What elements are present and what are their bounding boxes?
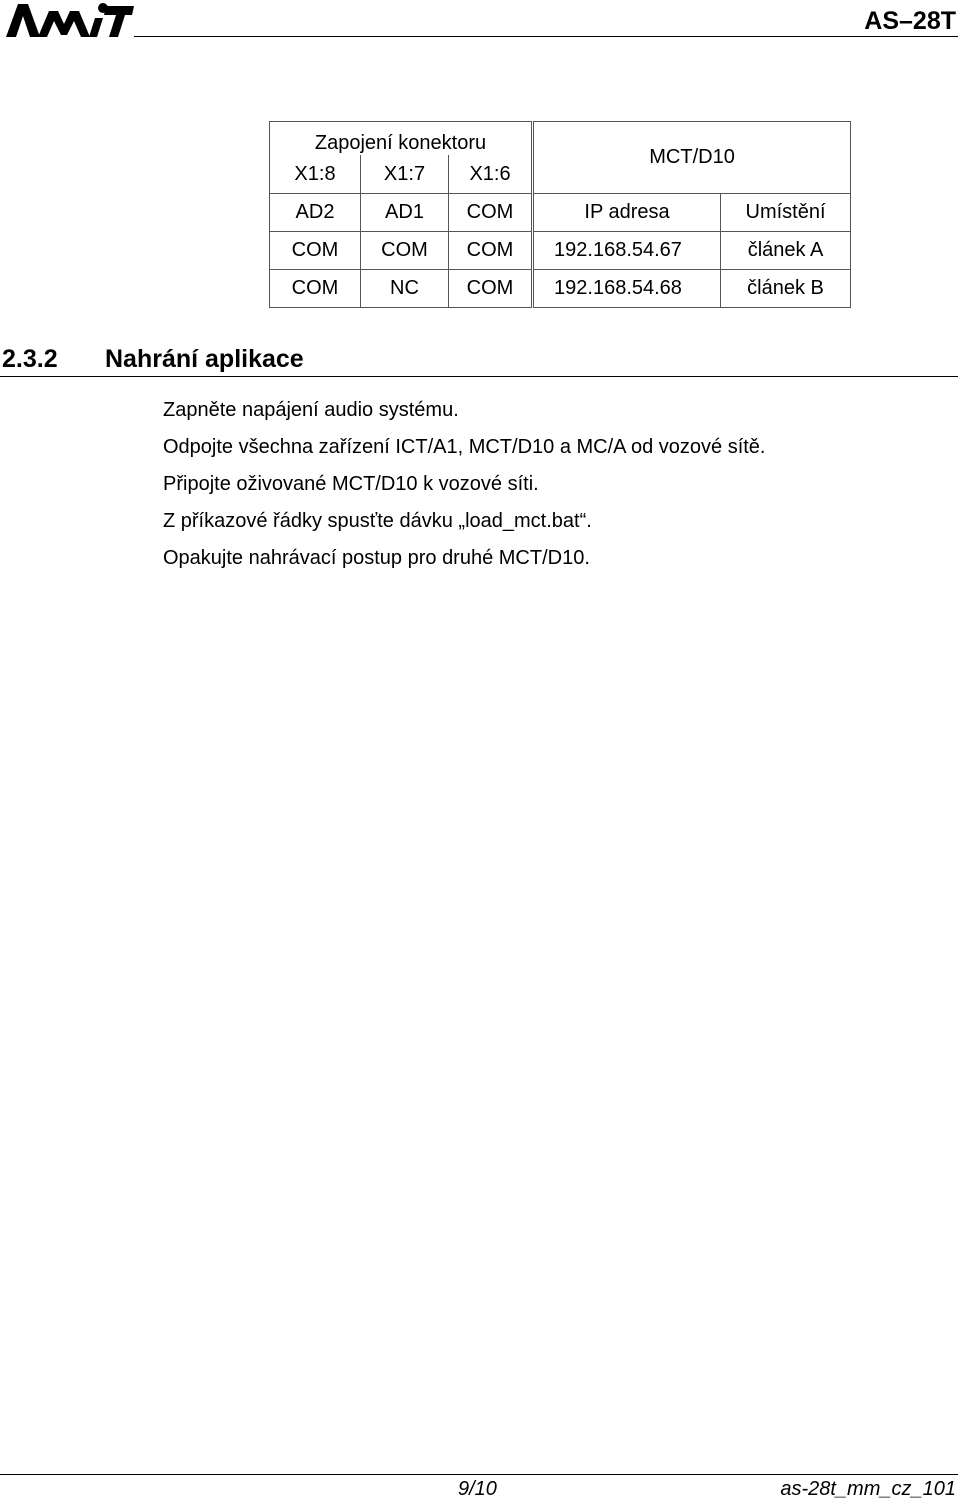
amit-logo bbox=[6, 2, 134, 38]
column-header: Umístění bbox=[721, 194, 851, 232]
pin-header: X1:8 bbox=[270, 155, 361, 194]
step-list bbox=[163, 392, 765, 577]
column-header: IP adresa bbox=[533, 194, 721, 232]
step-item: Připojte oživované MCT/D10 k vozové síti. bbox=[163, 473, 539, 495]
table-header-row bbox=[270, 122, 851, 156]
connector-table bbox=[269, 121, 851, 308]
table-cell: COM bbox=[361, 232, 449, 270]
table-cell: NC bbox=[361, 270, 449, 308]
step-item: Opakujte nahrávací postup pro druhé MCT/D10. bbox=[163, 547, 590, 569]
step-item: Zapněte napájení audio systému. bbox=[163, 399, 459, 421]
step-item: Z příkazové řádky spusťte dávku „load_mct.bat“. bbox=[163, 510, 592, 532]
table-cell: COM bbox=[270, 270, 361, 308]
file-id: as-28t_mm_cz_101 bbox=[780, 1478, 956, 1500]
page-number: 9/10 bbox=[458, 1478, 497, 1500]
location-cell: článek B bbox=[721, 270, 851, 308]
table-column-row bbox=[270, 194, 851, 232]
table-row bbox=[270, 270, 851, 308]
table-cell: COM bbox=[449, 232, 533, 270]
location-cell: článek A bbox=[721, 232, 851, 270]
table-row bbox=[270, 232, 851, 270]
table-cell: COM bbox=[449, 270, 533, 308]
document-id: AS–28T bbox=[864, 7, 956, 35]
column-header: AD2 bbox=[270, 194, 361, 232]
column-header: AD1 bbox=[361, 194, 449, 232]
ip-address-cell: 192.168.54.67 bbox=[533, 232, 721, 270]
connector-group-header: Zapojení konektoru bbox=[270, 122, 533, 156]
column-header: COM bbox=[449, 194, 533, 232]
pin-header: X1:6 bbox=[449, 155, 533, 194]
header-rule bbox=[134, 36, 958, 37]
ip-address-cell: 192.168.54.68 bbox=[533, 270, 721, 308]
table-cell: COM bbox=[270, 232, 361, 270]
device-header: MCT/D10 bbox=[533, 122, 851, 194]
pin-header: X1:7 bbox=[361, 155, 449, 194]
section-title: Nahrání aplikace bbox=[105, 345, 304, 373]
section-number: 2.3.2 bbox=[2, 345, 58, 373]
step-item: Odpojte všechna zařízení ICT/A1, MCT/D10 a MC/A od vozové sítě. bbox=[163, 436, 766, 458]
section-heading bbox=[2, 343, 304, 375]
section-rule bbox=[0, 376, 958, 377]
footer-rule bbox=[0, 1474, 958, 1475]
